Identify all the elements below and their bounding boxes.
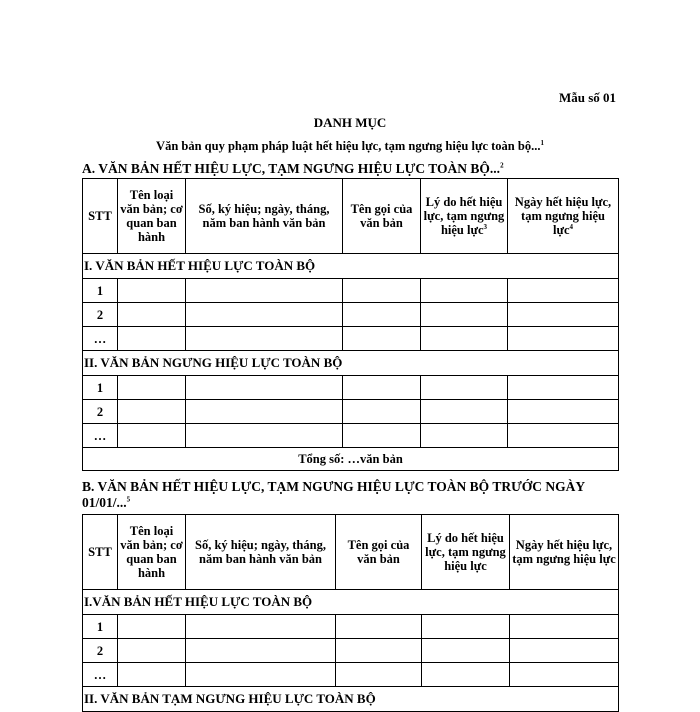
empty-cell[interactable] [118,279,186,303]
empty-cell[interactable] [118,303,186,327]
stt-cell: … [83,327,118,351]
empty-cell[interactable] [118,615,186,639]
stt-cell: … [83,424,118,448]
empty-cell[interactable] [343,400,421,424]
empty-cell[interactable] [508,303,619,327]
table-row [83,376,619,400]
empty-cell[interactable] [343,376,421,400]
col-reason-header: Lý do hết hiệu lực, tạm ngưng hiệu lực [422,515,510,590]
empty-cell[interactable] [336,663,422,687]
empty-cell[interactable] [186,424,343,448]
empty-cell[interactable] [343,279,421,303]
empty-cell[interactable] [118,639,186,663]
stt-cell: 2 [83,303,118,327]
empty-cell[interactable] [186,615,336,639]
section-a-heading [82,161,622,177]
table-header-row [83,179,619,254]
table-row [83,279,619,303]
table-row [83,424,619,448]
empty-cell[interactable] [343,303,421,327]
group-label: I. VĂN BẢN HẾT HIỆU LỰC TOÀN BỘ [83,254,619,279]
group-row [83,351,619,376]
table-row [83,639,619,663]
stt-cell: 1 [83,279,118,303]
col-number-header: Số, ký hiệu; ngày, tháng, năm ban hành văn bản [186,179,343,254]
stt-cell: 1 [83,376,118,400]
empty-cell[interactable] [422,663,510,687]
empty-cell[interactable] [421,424,508,448]
stt-cell: 2 [83,639,118,663]
stt-cell: 2 [83,400,118,424]
empty-cell[interactable] [508,327,619,351]
empty-cell[interactable] [186,663,336,687]
col-name-header: Tên gọi của văn bản [343,179,421,254]
empty-cell[interactable] [186,376,343,400]
col-date-header: Ngày hết hiệu lực, tạm ngưng hiệu lực [510,515,619,590]
document-title: DANH MỤC [313,115,387,130]
stt-cell: 1 [83,615,118,639]
section-b-heading [82,479,622,511]
col-stt-header: STT [83,179,118,254]
empty-cell[interactable] [186,279,343,303]
col-date-text: Ngày hết hiệu lực, tạm ngưng hiệu lực [514,195,612,237]
empty-cell[interactable] [508,376,619,400]
section-a-table [82,178,619,471]
empty-cell[interactable] [118,376,186,400]
empty-cell[interactable] [118,663,186,687]
col-type-header: Tên loại văn bản; cơ quan ban hành [118,179,186,254]
col-type-header: Tên loại văn bản; cơ quan ban hành [118,515,186,590]
empty-cell[interactable] [118,400,186,424]
table-row [83,400,619,424]
document-subtitle [0,139,700,154]
empty-cell[interactable] [186,400,343,424]
section-a-footnote: 2 [500,161,504,170]
empty-cell[interactable] [186,639,336,663]
form-number: Mẫu số 01 [558,90,616,105]
empty-cell[interactable] [510,639,619,663]
empty-cell[interactable] [508,400,619,424]
empty-cell[interactable] [510,663,619,687]
empty-cell[interactable] [421,303,508,327]
empty-cell[interactable] [421,327,508,351]
group-row [83,590,619,615]
empty-cell[interactable] [421,400,508,424]
group-row [83,254,619,279]
group-label: II. VĂN BẢN NGƯNG HIỆU LỰC TOÀN BỘ [83,351,619,376]
empty-cell[interactable] [508,279,619,303]
empty-cell[interactable] [336,639,422,663]
table-row [83,663,619,687]
empty-cell[interactable] [421,376,508,400]
empty-cell[interactable] [510,615,619,639]
empty-cell[interactable] [421,279,508,303]
col-reason-footnote: 3 [483,222,488,231]
group-label: I.VĂN BẢN HẾT HIỆU LỰC TOÀN BỘ [83,590,619,615]
section-b-heading-text: B. VĂN BẢN HẾT HIỆU LỰC, TẠM NGƯNG HIỆU LỰC TOÀN BỘ TRƯỚC NGÀY 01/01/... [82,479,585,510]
table-row [83,303,619,327]
stt-cell: … [83,663,118,687]
empty-cell[interactable] [508,424,619,448]
total-row [83,448,619,471]
section-b-footnote: 5 [126,495,131,504]
col-number-header: Số, ký hiệu; ngày, tháng, năm ban hành văn bản [186,515,336,590]
col-reason-text: Lý do hết hiệu lực, tạm ngưng hiệu lực [423,195,505,237]
empty-cell[interactable] [422,615,510,639]
col-date-header [508,179,619,254]
subtitle-text: Văn bản quy phạm pháp luật hết hiệu lực, tạm ngưng hiệu lực toàn bộ... [156,139,541,153]
empty-cell[interactable] [118,424,186,448]
subtitle-footnote: 1 [540,138,544,147]
empty-cell[interactable] [336,615,422,639]
table-row [83,615,619,639]
empty-cell[interactable] [343,424,421,448]
section-b-table [82,514,619,712]
table-header-row [83,515,619,590]
empty-cell[interactable] [186,303,343,327]
section-a-heading-text: A. VĂN BẢN HẾT HIỆU LỰC, TẠM NGƯNG HIỆU LỰC TOÀN BỘ... [82,161,501,176]
total-label: Tổng số: …văn bản [83,448,619,471]
group-row [83,687,619,712]
col-stt-header: STT [83,515,118,590]
empty-cell[interactable] [118,327,186,351]
empty-cell[interactable] [422,639,510,663]
col-date-footnote: 4 [569,222,574,231]
col-name-header: Tên gọi của văn bản [336,515,422,590]
empty-cell[interactable] [343,327,421,351]
table-row [83,327,619,351]
group-label: II. VĂN BẢN TẠM NGƯNG HIỆU LỰC TOÀN BỘ [83,687,619,712]
col-reason-header [421,179,508,254]
empty-cell[interactable] [186,327,343,351]
